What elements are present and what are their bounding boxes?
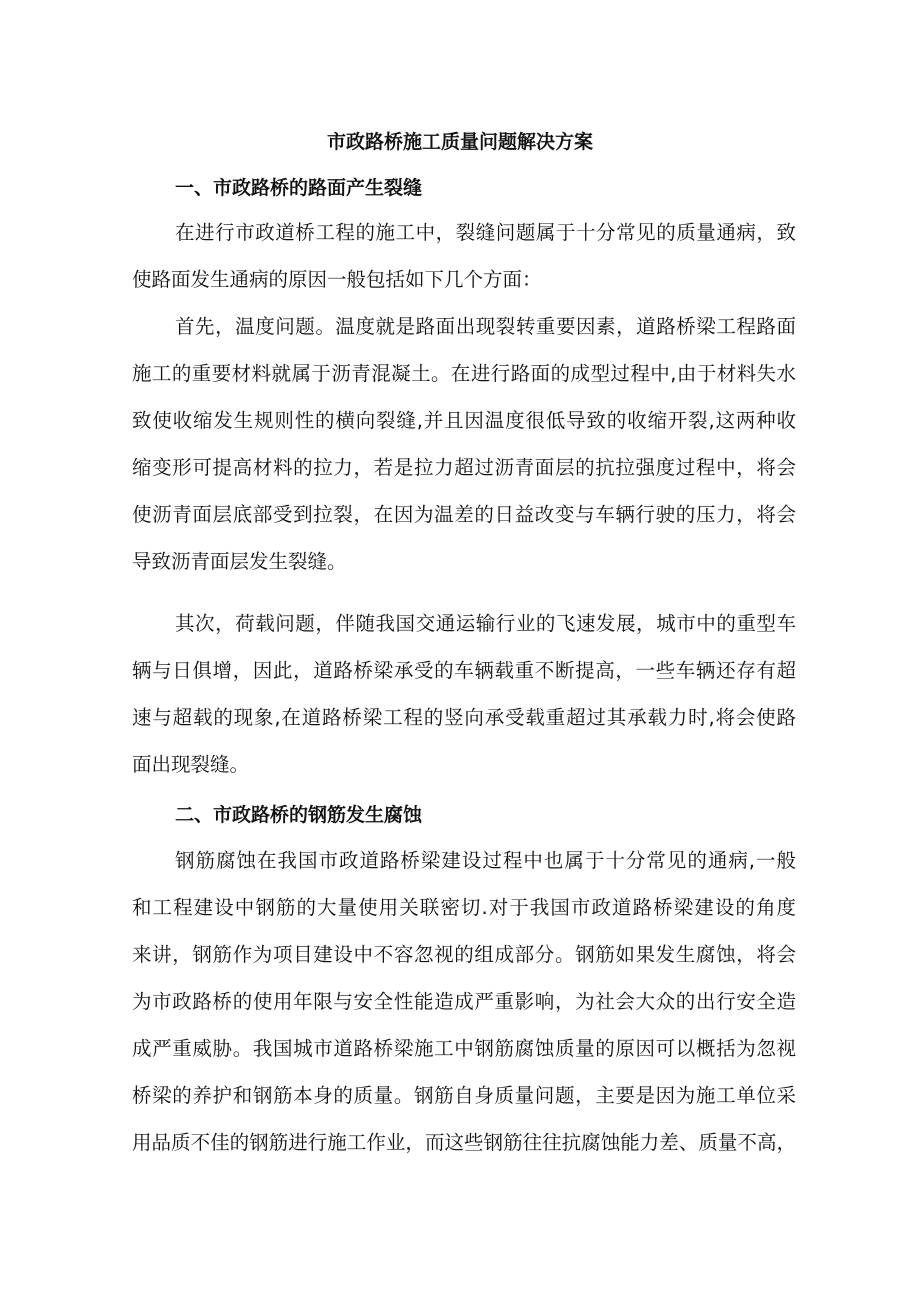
paragraph-line: 导致沥青面层发生裂缝。 — [132, 550, 347, 573]
paragraph-line: 辆与日俱增，因此，道路桥梁承受的车辆载重不断提高，一些车辆还存有超 — [132, 659, 796, 682]
paragraph-line: 桥梁的养护和钢筋本身的质量。钢筋自身质量问题，主要是因为施工单位采 — [132, 1084, 796, 1107]
paragraph-line: 成严重威胁。我国城市道路桥梁施工中钢筋腐蚀质量的原因可以概括为忽视 — [132, 1037, 796, 1060]
paragraph-line: 其次，荷载问题，伴随我国交通运输行业的飞速发展，城市中的重型车 — [175, 612, 796, 635]
paragraph-line: 为市政路桥的使用年限与安全性能造成严重影响，为社会大众的出行安全造 — [132, 990, 796, 1013]
paragraph-line: 使沥青面层底部受到拉裂，在因为温差的日益改变与车辆行驶的压力，将会 — [132, 503, 796, 526]
paragraph-line: 使路面发生通病的原因一般包括如下几个方面： — [132, 268, 542, 291]
paragraph-line: 和工程建设中钢筋的大量使用关联密切.对于我国市政道路桥梁建设的角度 — [132, 896, 796, 919]
paragraph-3 — [132, 600, 796, 788]
paragraph-line: 面出现裂缝。 — [132, 753, 250, 776]
paragraph-4 — [132, 837, 796, 1166]
paragraph-2 — [132, 303, 796, 585]
paragraph-line: 首先，温度问题。温度就是路面出现裂转重要因素，道路桥梁工程路面 — [175, 315, 796, 338]
paragraph-line: 钢筋腐蚀在我国市政道路桥梁建设过程中也属于十分常见的通病,一般 — [175, 849, 796, 872]
document-title: 市政路桥施工质量问题解决方案 — [326, 131, 593, 153]
paragraph-line: 施工的重要材料就属于沥青混凝土。在进行路面的成型过程中,由于材料失水 — [132, 362, 796, 385]
paragraph-line: 速与超载的现象,在道路桥梁工程的竖向承受载重超过其承载力时,将会使路 — [132, 706, 796, 729]
paragraph-line: 来讲，钢筋作为项目建设中不容忽视的组成部分。钢筋如果发生腐蚀，将会 — [132, 943, 796, 966]
paragraph-line: 缩变形可提高材料的拉力，若是拉力超过沥青面层的抗拉强度过程中，将会 — [132, 456, 796, 479]
paragraph-1 — [132, 209, 796, 303]
paragraph-line: 用品质不佳的钢筋进行施工作业，而这些钢筋往往抗腐蚀能力差、质量不高， — [132, 1131, 796, 1154]
paragraph-line: 在进行市政道桥工程的施工中，裂缝问题属于十分常见的质量通病，致 — [175, 221, 796, 244]
section-heading-2: 二、市政路桥的钢筋发生腐蚀 — [175, 804, 423, 826]
section-heading-1: 一、市政路桥的路面产生裂缝 — [175, 177, 423, 199]
paragraph-line: 致使收缩发生规则性的横向裂缝,并且因温度很低导致的收缩开裂,这两种收 — [132, 409, 796, 432]
